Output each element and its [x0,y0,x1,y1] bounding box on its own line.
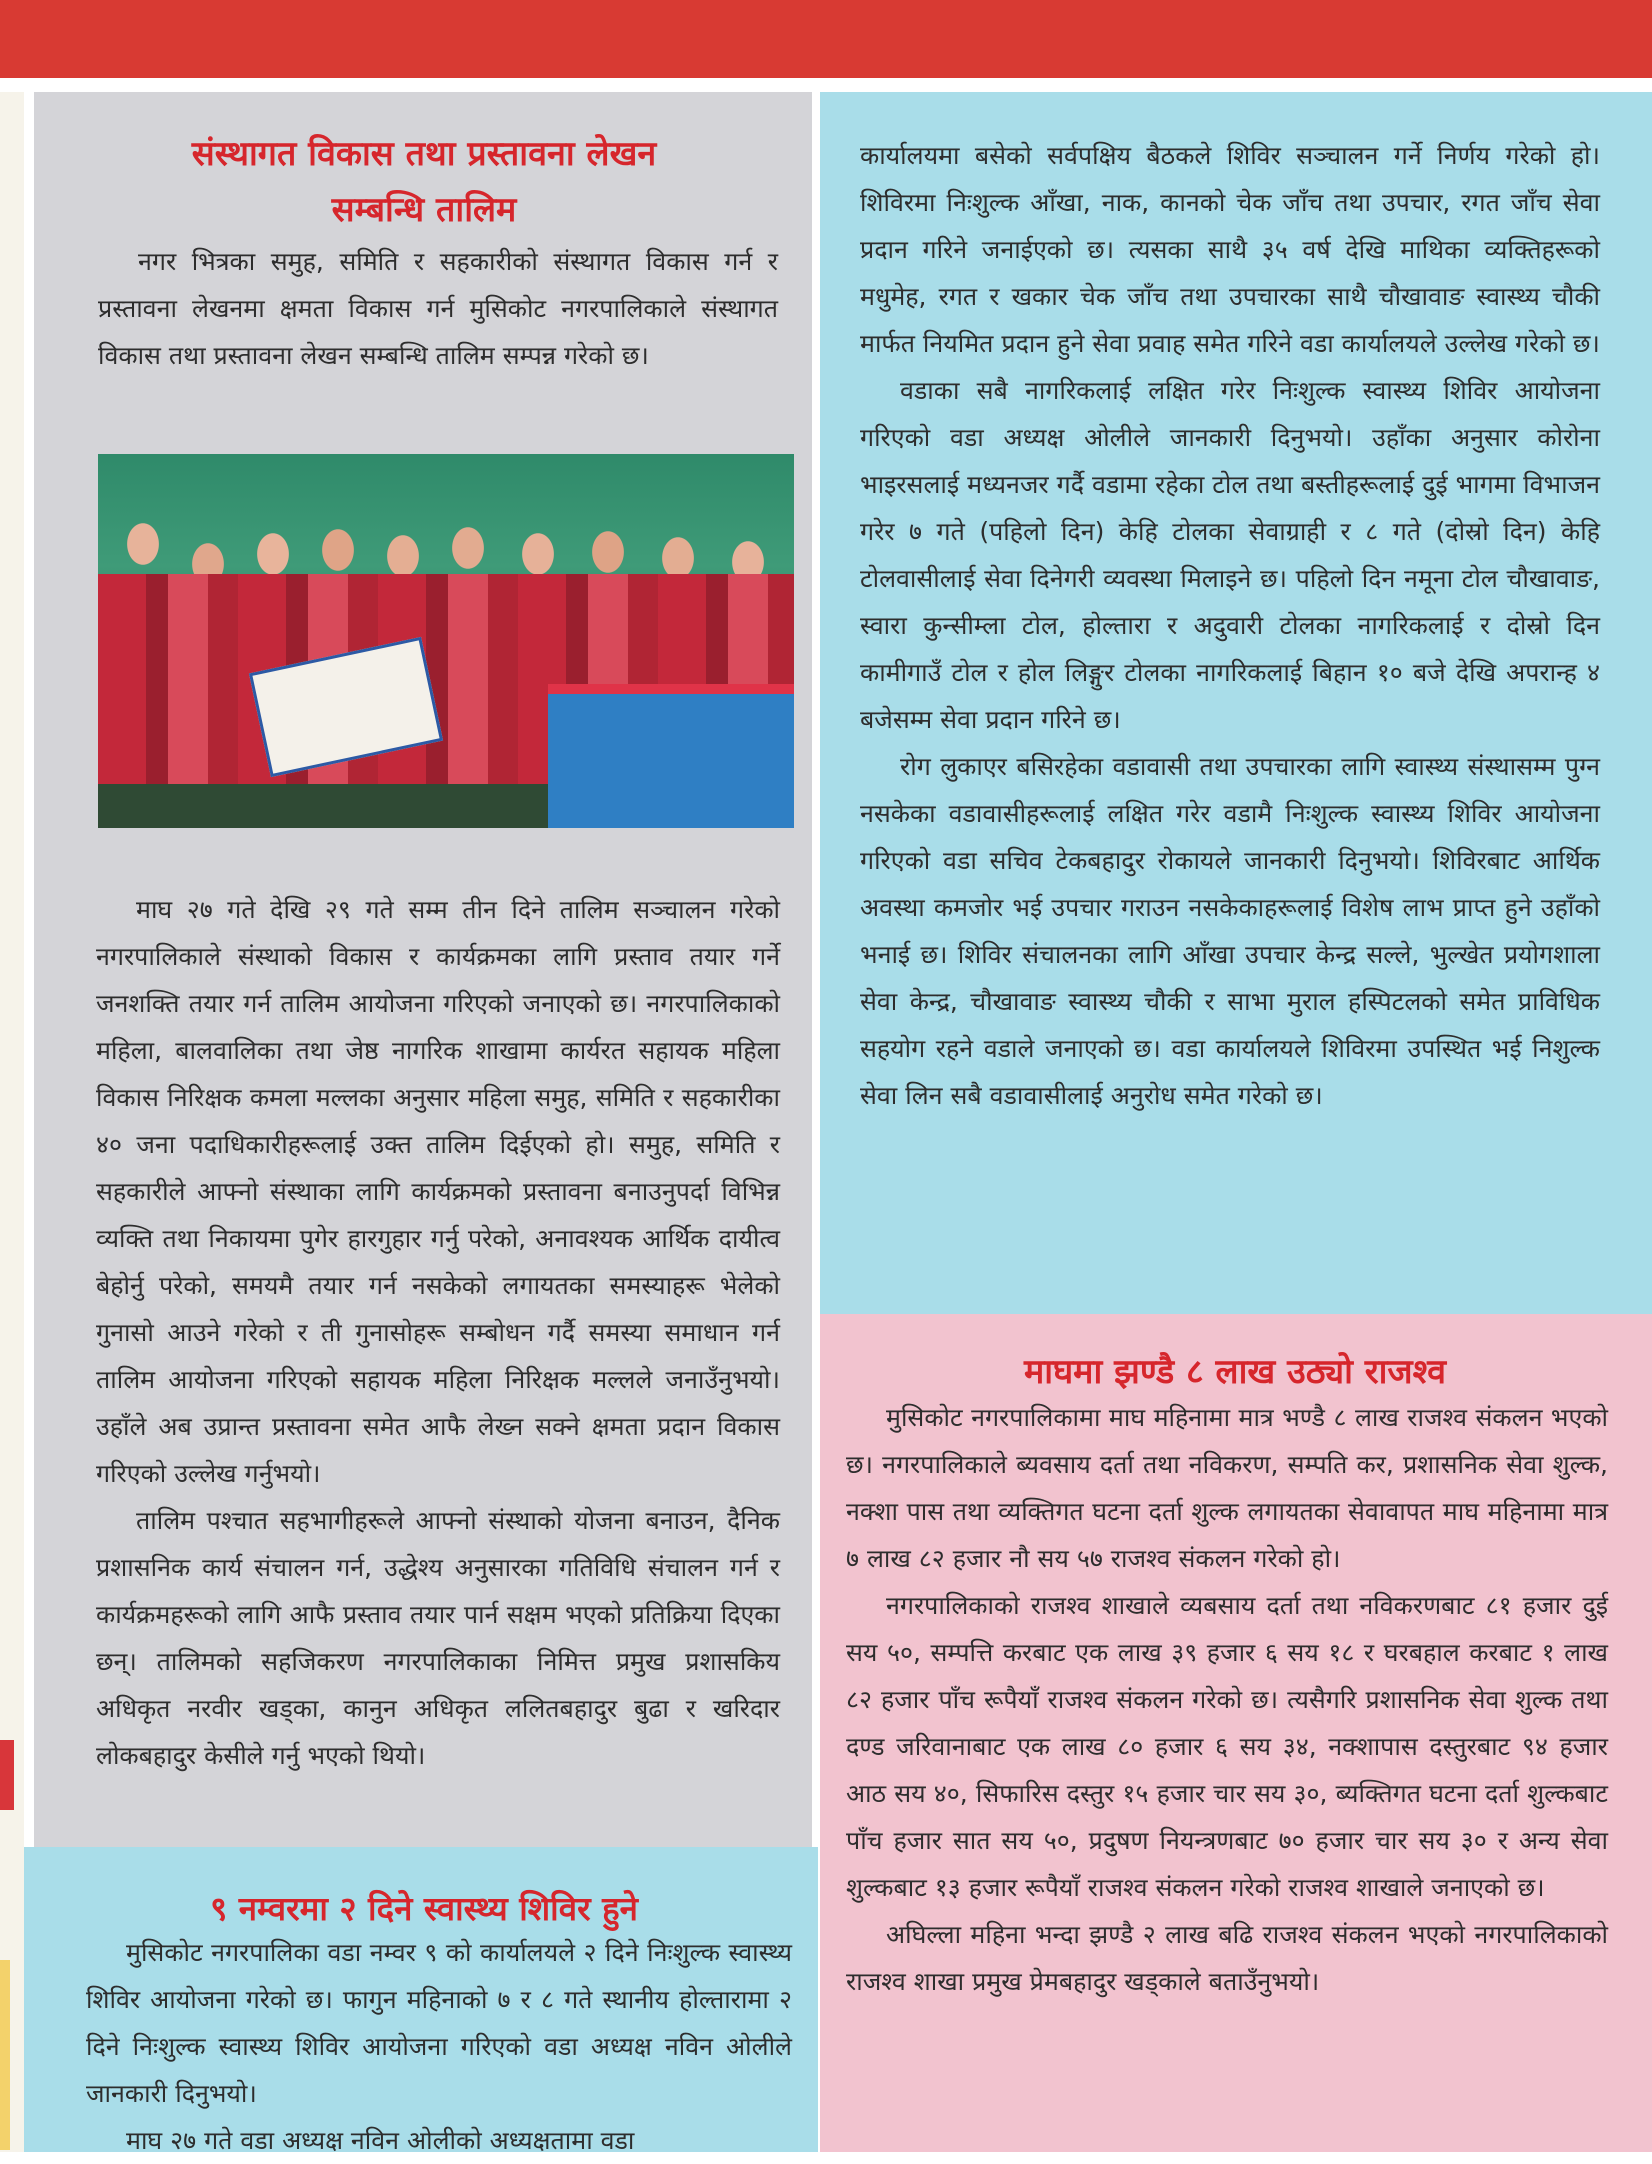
article-training-header [74,126,774,238]
top-white-rule [0,78,1652,92]
left-page-edge [0,92,24,2152]
article-training-intro [98,238,778,379]
article-health-camp-continued-body [860,132,1600,1119]
article-training-body [96,886,780,1779]
article-training-title-line2: सम्बन्धि तालिम [331,190,517,230]
article-health-camp-continued-paragraph-3: रोग लुकाएर बसिरहेका वडावासी तथा उपचारका लागि स्वास्थ्य संस्थासम्म पुग्न नसकेका वडावासीहरूलाई लक्षित गरेर वडामै निःशुल्क स्वास्थ्य शिविर आयोजना गरिएको वडा सचिव टेकबहादुर रोकायले जानकारी दिनुभयो। शिविरबाट आर्थिक अवस्था कमजोर भई उपचार गराउन नसकेकाहरूलाई विशेष लाभ प्राप्त हुने उहाँको भनाई छ। शिविर संचालनका लागि आँखा उपचार केन्द्र सल्ले, भुल्खेत प्रयोगशाला सेवा केन्द्र, चौखावाङ स्वास्थ्य चौकी र साभा मुराल हस्पिटलको समेत प्राविधिक सहयोग रहने वडाले जनाएको छ। वडा कार्यालयले शिविरमा उपस्थित भई निशुल्क सेवा लिन सबै वडावासीलाई अनुरोध समेत गरेको छ। [860,752,1600,1110]
article-health-camp-continued-paragraph-1: कार्यालयमा बसेको सर्वपक्षिय बैठकले शिविर सञ्चालन गर्ने निर्णय गरेको हो। शिविरमा निःशुल्क आँखा, नाक, कानको चेक जाँच तथा उपचार, रगत जाँच सेवा प्रदान गरिने जनाईएको छ। त्यसका साथै ३५ वर्ष देखि माथिका व्यक्तिहरूको मधुमेह, रगत र खकार चेक जाँच तथा उपचारका साथै चौखावाङ स्वास्थ्य चौकी मार्फत नियमित प्रदान हुने सेवा प्रवाह समेत गरिने वडा कार्यालयले उल्लेख गरेको छ। [860,141,1600,358]
article-health-camp-panel [24,1847,818,2155]
photo-table [548,684,794,828]
article-revenue-paragraph-3: अघिल्ला महिना भन्दा झण्डै २ लाख बढि राजश्व संकलन भएको नगरपालिकाको राजश्व शाखा प्रमुख प्रेमबहादुर खड्काले बताउँनुभयो। [846,1920,1608,1996]
article-training-panel [34,92,812,1847]
group-photo [98,454,794,828]
article-health-camp-continued-panel [820,92,1652,1314]
article-health-camp-paragraph-1: मुसिकोट नगरपालिका वडा नम्वर ९ को कार्यालयले २ दिने निःशुल्क स्वास्थ्य शिविर आयोजना गरेको छ। फागुन महिनाको ७ र ८ गते स्थानीय होल्तारामा २ दिने निःशुल्क स्वास्थ्य शिविर आयोजना गरिएको वडा अध्यक्ष नविन ओलीले जानकारी दिनुभयो। [86,1938,792,2108]
article-training-title-line1: संस्थागत विकास तथा प्रस्तावना लेखन [191,134,657,174]
article-revenue-panel [820,1314,1652,2152]
article-health-camp-paragraph-2-start: माघ २७ गते वडा अध्यक्ष नविन ओलीको अध्यक्षतामा वडा [126,2126,635,2155]
article-training-paragraph-2: तालिम पश्चात सहभागीहरूले आफ्नो संस्थाको योजना बनाउन, दैनिक प्रशासनिक कार्य संचालन गर्न, उद्धेश्य अनुसारका गतिविधि संचालन गर्न र कार्यक्रमहरूको लागि आफै प्रस्ताव तयार पार्न सक्षम भएको प्रतिक्रिया दिएका छन्। तालिमको सहजिकरण नगरपालिकाका निमित्त प्रमुख प्रशासकिय अधिकृत नरवीर खड्का, कानुन अधिकृत ललितबहादुर बुढा र खरिदार लोकबहादुर केसीले गर्नु भएको थियो। [96,1506,780,1770]
article-revenue-body [846,1394,1608,2005]
article-revenue-paragraph-1: मुसिकोट नगरपालिकामा माघ महिनामा मात्र भण्डै ८ लाख राजश्व संकलन भएको छ। नगरपालिकाले ब्यवसाय दर्ता तथा नविकरण, सम्पति कर, प्रशासनिक सेवा शुल्क, नक्शा पास तथा व्यक्तिगत घटना दर्ता शुल्क लगायतका सेवावापत माघ महिनामा मात्र ७ लाख ८२ हजार नौ सय ५७ राजश्व संकलन गरेको हो। [846,1403,1608,1573]
article-revenue-title: माघमा झण्डै ८ लाख उठ्यो राजश्व [1023,1352,1447,1392]
article-training-paragraph-1: माघ २७ गते देखि २९ गते सम्म तीन दिने तालिम सञ्चालन गरेको नगरपालिकाले संस्थाको विकास र कार्यक्रमका लागि प्रस्ताव तयार गर्ने जनशक्ति तयार गर्न तालिम आयोजना गरिएको जनाएको छ। नगरपालिकाको महिला, बालवालिका तथा जेष्ठ नागरिक शाखामा कार्यरत सहायक महिला विकास निरिक्षक कमला मल्लका अनुसार महिला समुह, समिति र सहकारीका ४० जना पदाधिकारीहरूलाई उक्त तालिम दिईएको हो। समुह, समिति र सहकारीले आफ्नो संस्थाका लागि कार्यक्रमको प्रस्तावना बनाउनुपर्दा विभिन्न व्यक्ति तथा निकायमा पुगेर हारगुहार गर्नु परेको, अनावश्यक आर्थिक दायीत्व बेहोर्नु परेको, समयमै तयार गर्न नसकेको लगायतका समस्याहरू भेलेको गुनासो आउने गरेको र ती गुनासोहरू सम्बोधन गर्दै समस्या समाधान गर्न तालिम आयोजना गरिएको सहायक महिला निरिक्षक मल्लले जनाउँनुभयो। उहाँले अब उप्रान्त प्रस्तावना समेत आफै लेख्न सक्ने क्षमता प्रदान विकास गरिएको उल्लेख गर्नुभयो। [96,895,780,1488]
article-training-intro-text: नगर भित्रका समुह, समिति र सहकारीको संस्थागत विकास गर्न र प्रस्तावना लेखनमा क्षमता विकास गर्न मुसिकोट नगरपालिकाले संस्थागत विकास तथा प्रस्तावना लेखन सम्बन्धि तालिम सम्पन्न गरेको छ। [98,247,778,370]
article-health-camp-continued-paragraph-2: वडाका सबै नागरिकलाई लक्षित गरेर निःशुल्क स्वास्थ्य शिविर आयोजना गरिएको वडा अध्यक्ष ओलीले जानकारी दिनुभयो। उहाँका अनुसार कोरोना भाइरसलाई मध्यनजर गर्दै वडामा रहेका टोल तथा बस्तीहरूलाई दुई भागमा विभाजन गरेर ७ गते (पहिलो दिन) केहि टोलका सेवाग्राही र ८ गते (दोस्रो दिन) केहि टोलवासीलाई सेवा दिनेगरी व्यवस्था मिलाइने छ। पहिलो दिन नमूना टोल चौखावाङ, स्वारा कुन्सीम्ला टोल, होल्तारा र अदुवारी टोलका नागरिकलाई र दोस्रो दिन कामीगाउँ टोल र होल लिङ्गुर टोलका नागरिकलाई बिहान १० बजे देखि अपरान्ह ४ बजेसम्म सेवा प्रदान गरिने छ। [860,376,1600,734]
left-edge-red-mark [0,1740,14,1810]
top-red-band [0,0,1652,78]
article-health-camp-body [86,1929,792,2164]
left-edge-yellow-mark [0,1960,10,2150]
article-revenue-paragraph-2: नगरपालिकाको राजश्व शाखाले व्यबसाय दर्ता तथा नविकरणबाट ८१ हजार दुई सय ५०, सम्पत्ति करबाट एक लाख ३९ हजार ६ सय १८ र घरबहाल करबाट १ लाख ८२ हजार पाँच रूपैयाँ राजश्व संकलन गरेको छ। त्यसैगरि प्रशासनिक सेवा शुल्क तथा दण्ड जरिवानाबाट एक लाख ८० हजार ६ सय ३४, नक्शापास दस्तुरबाट ९४ हजार आठ सय ४०, सिफारिस दस्तुर १५ हजार चार सय ३०, ब्यक्तिगत घटना दर्ता शुल्कबाट पाँच हजार सात सय ५०, प्रदुषण नियन्त्रणबाट ७० हजार चार सय ३० र अन्य सेवा शुल्कबाट १३ हजार रूपैयाँ राजश्व संकलन गरेको राजश्व शाखाले जनाएको छ। [846,1591,1608,1902]
article-health-camp-title: ९ नम्वरमा २ दिने स्वास्थ्य शिविर हुने [210,1889,638,1928]
